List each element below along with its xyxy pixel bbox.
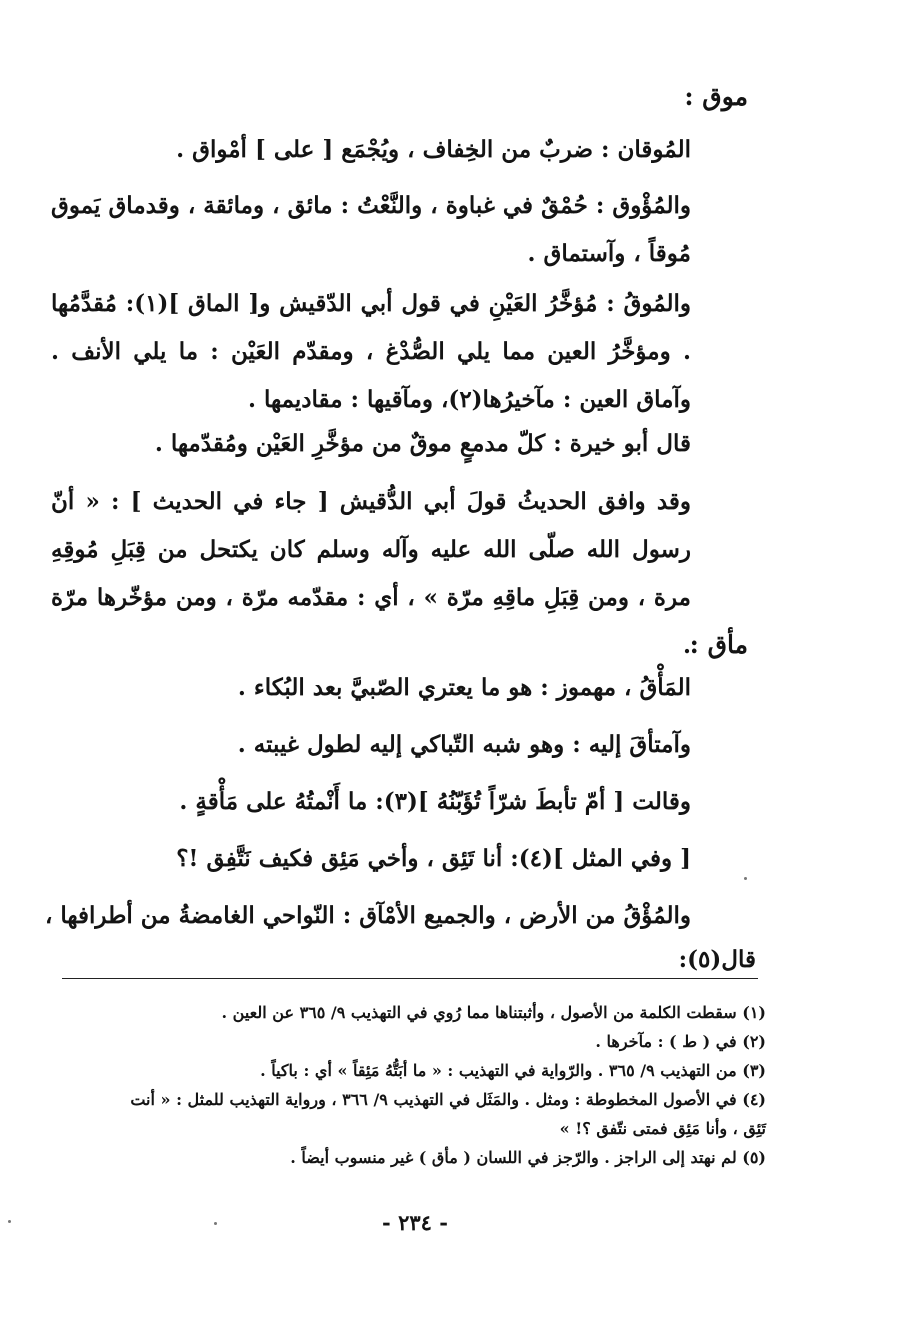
scan-speck (744, 877, 747, 880)
line-maqu-mahmuz: المَأْقُ ، مهموز : هو ما يعتري الصّبيَّ بعد البُكاء . (237, 674, 691, 701)
paragraph-muwq-humq: والمُؤْوق : حُمْقٌ في غباوة ، والنَّعْتُ : مائق ، ومائقة ، وقدماق يَموق مُوقاً ، وآستماق . (51, 192, 691, 267)
entry-heading-mawq: موق : (684, 82, 748, 111)
line-muq-ard: والمُؤْقُ من الأرض ، والجميع الأمْآق : النّواحي الغامضةُ من أطرافها ، (44, 902, 691, 929)
scan-speck (8, 1220, 11, 1223)
line-umm-taabbata: وقالت [ أمّ تأبطَ شرّاً تُؤَبّنُهُ ](٣): ما أَنْمتُهُ على مَأْقةٍ . (179, 788, 691, 815)
footnote-separator (62, 978, 758, 979)
scan-speck (214, 1222, 217, 1225)
footnotes (126, 998, 766, 1172)
line-mathal: [ وفي المثل ](٤): أنا تَئِق ، وأخي مَئِق فكيف نَتَّفِق !؟ (176, 845, 691, 872)
line-imtaqa: وآمتأقَ إليه : وهو شبه التّباكي إليه لطول غيبته . (237, 731, 691, 758)
paragraph-hadith: وقد وافق الحديثُ قولَ أبي الدُّقيش [ جاء في الحديث ] : « أنّ رسول الله صلّى الله عليه وآله وسلم كان يكتحل من قِبَلِ مُوقِهِ مرة ، ومن قِبَلِ ماقِهِ مرّة » ، أي : مقدّمه مرّة ، ومن مؤخّرها مرّة . (51, 488, 691, 659)
footnote-1: (١) سقطت الكلمة من الأصول ، وأثبتناها مما رُوي في التهذيب ٩/ ٣٦٥ عن العين . (221, 1003, 766, 1022)
page-number: - ٢٣٤ - (382, 1210, 448, 1235)
footnote-3: (٣) من التهذيب ٩/ ٣٦٥ . والرّواية في التهذيب : « ما أبَتُّهُ مَئِقاً » أي : باكياً . (260, 1061, 766, 1080)
paragraph-muqan: المُوقان : ضربٌ من الخِفاف ، ويُجْمَع [ على ] أمْواق . (176, 136, 691, 163)
entry-heading-maq: مأق : (689, 630, 748, 659)
footnote-2: (٢) في ( ط ) : مآخرها . (595, 1032, 766, 1051)
paragraph-abu-khayra: قال أبو خيرة : كلّ مدمعٍ موقٌ من مؤخَّرِ العَيْن ومُقدّمها . (154, 430, 691, 457)
paragraph-mawq-ayn: والمُوقُ : مُؤخَّرُ العَيْنِ في قول أبي الدّقيش و[ الماق ](١): مُقدَّمُها . ومؤخَّرُ العين مما يلي الصُّدْغ ، ومقدّم العَيْن : ما يلي الأنف . وآماق العين : مآخيرُها(٢)، ومآقيها : مقاديمها . (51, 290, 691, 413)
footnote-5: (٥) لم نهتد إلى الراجز . والرّجز في اللسان ( مأق ) غير منسوب أيضاً . (290, 1148, 766, 1167)
footnote-4: (٤) في الأصول المخطوطة : ومثل . والمَثَل في التهذيب ٩/ ٣٦٦ ، ورواية التهذيب للمثل : « أنت تَئِق ، وأنا مَئِق فمتى نتّفق ؟! » (130, 1090, 766, 1138)
line-qala: قال(٥): (678, 946, 756, 973)
